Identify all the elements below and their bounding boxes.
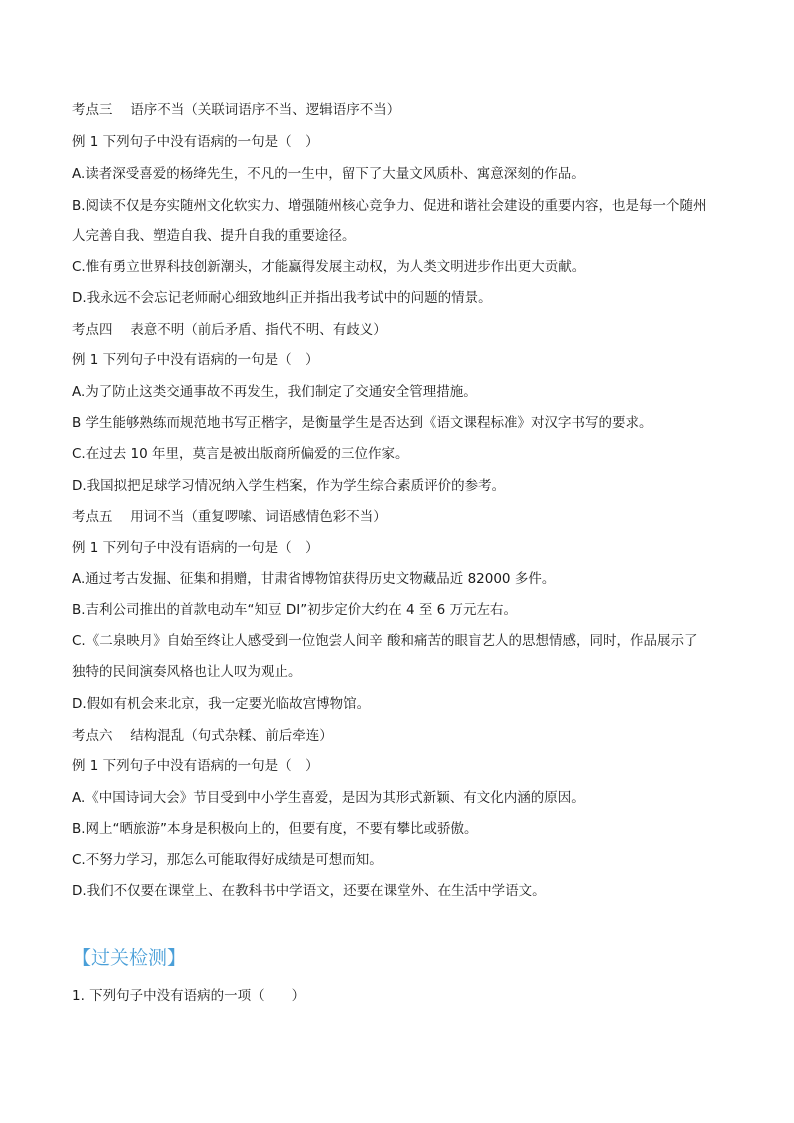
example-prompt: 例 1 下列句子中没有语病的一句是（ ） [72, 540, 319, 556]
option-b: B.吉利公司推出的首款电动车“知豆 DI”初步定价大约在 4 至 6 万元左右。 [72, 602, 518, 618]
example-prompt: 例 1 下列句子中没有语病的一句是（ ） [72, 134, 319, 150]
option-c: C.惟有勇立世界科技创新潮头，才能赢得发展主动权，为人类文明进步作出更大贡献。 [72, 259, 586, 275]
option-b: B.阅读不仅是夯实随州文化软实力、增强随州核心竞争力、促进和谐社会建设的重要内容，也是每一个随州 [72, 198, 707, 214]
option-c: C.在过去 10 年里，莫言是被出版商所偏爱的三位作家。 [72, 446, 409, 462]
option-b-continued: 人完善自我、塑造自我、提升自我的重要途径。 [72, 228, 356, 244]
example-prompt: 例 1 下列句子中没有语病的一句是（ ） [72, 352, 319, 368]
option-a: A.《中国诗词大会》节目受到中小学生喜爱，是因为其形式新颖、有文化内涵的原因。 [72, 790, 585, 806]
kaodian-5-heading: 考点五 用词不当（重复啰嗦、词语感情色彩不当） [72, 509, 387, 525]
section-heading-pass-check: 【过关检测】 [72, 947, 187, 969]
option-c-continued: 独特的民间演奏风格也让人叹为观止。 [72, 664, 302, 680]
example-prompt: 例 1 下列句子中没有语病的一句是（ ） [72, 758, 319, 774]
option-d: D.我国拟把足球学习情况纳入学生档案，作为学生综合素质评价的参考。 [72, 478, 506, 494]
option-d: D.我们不仅要在课堂上、在教科书中学语文，还要在课堂外、在生活中学语文。 [72, 883, 546, 899]
option-d: D.假如有机会来北京，我一定要光临故宫博物馆。 [72, 696, 371, 712]
kaodian-3-heading: 考点三 语序不当（关联词语序不当、逻辑语序不当） [72, 102, 401, 118]
question-1: 1. 下列句子中没有语病的一项（ ） [72, 988, 306, 1004]
option-b: B 学生能够熟练而规范地书写正楷字，是衡量学生是否达到《语文课程标准》对汉字书写的要求。 [72, 415, 653, 431]
kaodian-4-heading: 考点四 表意不明（前后矛盾、指代不明、有歧义） [72, 322, 387, 338]
option-d: D.我永远不会忘记老师耐心细致地纠正并指出我考试中的问题的情景。 [72, 290, 492, 306]
option-c: C.不努力学习，那怎么可能取得好成绩是可想而知。 [72, 852, 383, 868]
option-a: A.为了防止这类交通事故不再发生，我们制定了交通安全管理措施。 [72, 384, 477, 400]
option-a: A.读者深受喜爱的杨绛先生，不凡的一生中，留下了大量文风质朴、寓意深刻的作品。 [72, 166, 585, 182]
option-a: A.通过考古发掘、征集和捐赠，甘肃省博物馆获得历史文物藏品近 82000 多件。 [72, 571, 556, 587]
option-b: B.网上“晒旅游”本身是积极向上的，但要有度，不要有攀比或骄傲。 [72, 821, 478, 837]
option-c: C.《二泉映月》自始至终让人感受到一位饱尝人间辛 酸和痛苦的眼盲艺人的思想情感，同时，作品展示了 [72, 633, 698, 649]
kaodian-6-heading: 考点六 结构混乱（句式杂糅、前后牵连） [72, 728, 333, 744]
